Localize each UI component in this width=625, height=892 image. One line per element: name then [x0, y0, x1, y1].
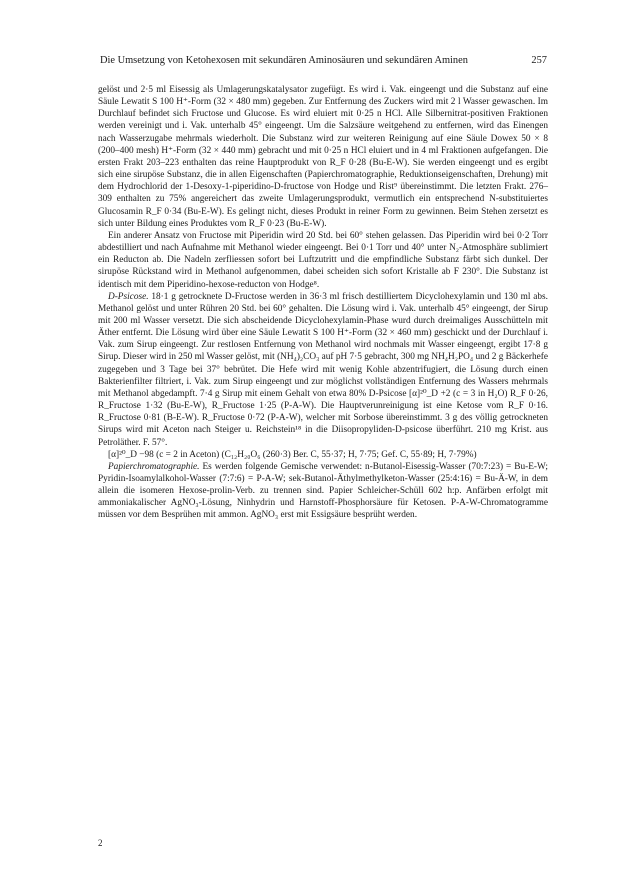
paragraph-text: gelöst und 2·5 ml Eisessig als Umlagerungskatalysator zugefügt. Es wird i. Vak. eingeengt und die Substanz auf eine Säule Lewatit S 100 H⁺-Form (32 × 480 mm) gegeben. Zur Entfernung des Zuckers wird mit 2 l Wasser gewaschen. Im Durchlauf befindet sich Fructose und Glucose. Es wird eluiert mit 0·25 n HCl. Alle Silbernitrat-positiven Fraktionen werden vereinigt und i. Vak. unterhalb 45° eingeengt. Um die Salzsäure weitgehend zu entfernen, wird das Einengen nach Wasserzugabe mehrmals wiederholt. Die Substanz wird zur weiteren Reinigung auf eine Säule Dowex 50 × 8 (200–400 mesh) H⁺-Form (32 × 440 mm) gebracht und mit 0·25 n HCl eluiert und in 4 ml Fraktionen aufgefangen. Die ersten Frakt 203–223 enthalten das reine Hauptprodukt von R_F 0·28 (Bu-E-W). Sie werden eingeengt und es ergibt sich eine sirupöse Substanz, die in allen Eigenschaften (Papierchromatographie, Reduktionseigenschaften, Drehung) mit dem Hydrochlorid der 1-Desoxy-1-piperidino-D-fructose von Hodge und Rist⁹ übereinstimmt. Die letzten Frakt. 276–309 enthalten zu 75% angereichert das zweite Umlagerungsprodukt, vermutlich ein entsprechend N-substituiertes Glucosamin R_F 0·34 (Bu-E-W). Es gelingt nicht, dieses Produkt in reiner Form zu gewinnen. Beim Stehen zersetzt es sich unter Bildung eines Produktes vom R_F 0·23 (Bu-E-W).	[98, 85, 548, 229]
paragraph-text: Es werden folgende Gemische verwendet: n-Butanol-Eisessig-Wasser (70:7:23) = Bu-E-W; Pyridin-Isoamylalkohol-Wasser (7:7:6) = P-A-W; sek-Butanol-Äthylmethylketon-Wasser (25:4:16) = Bu-Ä-W, in dem allein die isomeren Hexose-prolin-Verb. zu trennen sind. Papier Schleicher-Schüll 602 h:p. Anfärben erfolgt mit ammoniakalischer AgNO₃-Lösung, Ninhydrin und Harnstoff-Phosphorsäure für Ketosen. P-A-W-Chromatogramme müssen vor dem Besprühen mit ammon. AgNO₃ erst mit Essigsäure besprüht werden.	[98, 461, 548, 521]
running-title: Die Umsetzung von Ketohexosen mit sekundären Aminosäuren und sekundären Aminen	[100, 55, 468, 66]
paragraph-text: 18·1 g getrocknete D-Fructose werden in 36·3 ml frisch destilliertem Dicyclohexylamin und 130 ml abs. Methanol gelöst und unter Rühren 20 Std. bei 60° gehalten. Die Lösung wird i. Vak. unterhalb 45° eingeengt, der Sirup mit 200 ml Wasser versetzt. Die sich abscheidende Dicyclohexylamin-Phase wurd durch dreimaliges Ausschütteln mit Äther entfernt. Die Lösung wird über eine Säule Lewatit S 100 H⁺-Form (32 × 460 mm) geschickt und der Durchlauf i. Vak. zum Sirup eingeengt. Zur restlosen Entfernung von Methanol wird nochmals mit Wasser eingeengt, ergibt 17·8 g Sirup. Dieser wird in 250 ml Wasser gelöst, mit (NH₄)₂CO₃ auf pH 7·5 gebracht, 300 mg NH₄H₂PO₄ und 2 g Bäckerhefe zugegeben und 3 Tage bei 37° bebrütet. Die Hefe wird mit wenig Kohle abzentrifugiert, die Lösung durch einen Bakterienfilter filtriert, i. Vak. zum Sirup eingeengt und zur möglichst vollständigen Entfernung des Wassers mehrmals mit Methanol abgedampft. 7·4 g Sirup mit einem Gehalt von etwa 80% D-Psicose [α]²⁰_D +2 (c = 3 in H₂O) R_F 0·26, R_Fructose 1·32 (Bu-E-W), R_Fructose 1·25 (P-A-W). Die Hauptverunreinigung ist eine Ketose vom R_F 0·16. R_Fructose 0·81 (B-E-W). R_Fructose 0·72 (P-A-W), welcher mit Sorbose übereinstimmt. 3 g des völlig getrockneten Sirups wird mit Aceton nach Steiger u. Reichstein¹⁸ in die Diisopropyliden-D-psicose überführt. 210 mg Krist. aus Petroläther. F. 57°.	[98, 291, 549, 448]
section-label: Papierchromatographie.	[108, 461, 203, 472]
rotation-analysis-line	[98, 449, 548, 461]
running-head	[100, 54, 547, 67]
body-text	[98, 84, 548, 522]
paragraph	[98, 84, 548, 230]
paragraph-chromatography	[98, 461, 548, 522]
paragraph-text: Ein anderer Ansatz von Fructose mit Piperidin wird 20 Std. bei 60° stehen gelassen. Das Piperidin wird bei 0·2 Torr abdestilliert und nach Aufnahme mit Methanol wieder eingeengt. Bei 0·1 Torr und 40° unter N₂-Atmosphäre sublimiert ein Reducton ab. Die Nadeln zerfliessen sofort bei Luftzutritt und die empfindliche Substanz färbt sich dunkel. Der sirupöse Rückstand wird in Methanol aufgenommen, dabei scheiden sich sofort Kristalle ab F 230°. Die Substanz ist identisch mit dem Piperidino-hexose-reducton von Hodge⁸.	[98, 230, 548, 290]
paragraph-psicose	[98, 291, 548, 449]
paragraph	[98, 230, 548, 291]
page-number: 257	[531, 55, 547, 66]
section-label: D-Psicose.	[108, 291, 152, 302]
paragraph-text: [α]²⁰_D −98 (c = 2 in Aceton) (C₁₂H₂₀O₆ (260·3) Ber. C, 55·37; H, 7·75; Gef. C, 55·89; H, 7·79%)	[108, 449, 477, 460]
footer-folio: 2	[98, 838, 103, 848]
